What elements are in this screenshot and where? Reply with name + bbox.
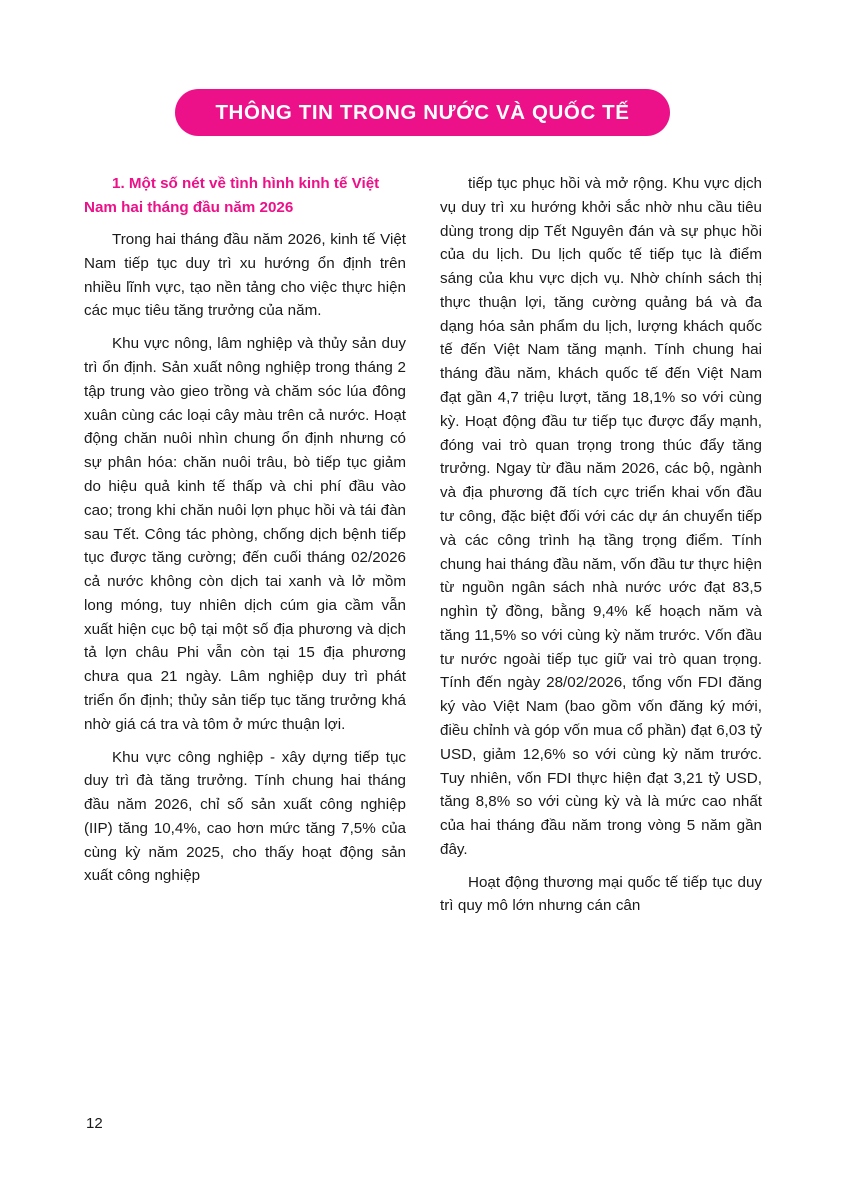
paragraph: Khu vực nông, lâm nghiệp và thủy sản duy trì ổn định. Sản xuất nông nghiệp trong tháng 2 tập trung vào gieo trồng và chăm sóc lúa đông xuân cùng các loại cây màu trên cả nước. Hoạt động chăn nuôi nhìn chung ổn định nhưng có sự phân hóa: chăn nuôi trâu, bò tiếp tục giảm do hiệu quả kinh tế thấp và chi phí đầu vào cao; trong khi chăn nuôi lợn phục hồi và tái đàn sau Tết. Công tác phòng, chống dịch bệnh tiếp tục được tăng cường; đến cuối tháng 02/2026 cả nước không còn dịch tai xanh và lở mồm long móng, tuy nhiên dịch cúm gia cầm vẫn xuất hiện cục bộ tại một số địa phương và dịch tả lợn châu Phi vẫn còn tại 15 địa phương chưa qua 21 ngày. Lâm nghiệp duy trì phát triển ổn định; thủy sản tiếp tục tăng trưởng khá nhờ giá cá tra và tôm ở mức thuận lợi. [84, 335, 406, 733]
article-columns [84, 172, 762, 918]
paragraph: Hoạt động thương mại quốc tế tiếp tục duy trì quy mô lớn nhưng cán cân [440, 873, 762, 915]
paragraph: tiếp tục phục hồi và mở rộng. Khu vực dịch vụ duy trì xu hướng khởi sắc nhờ nhu cầu tiêu dùng trong dịp Tết Nguyên đán và sự phục hồi của du lịch. Du lịch quốc tế tiếp tục là điểm sáng của khu vực dịch vụ. Nhờ chính sách thị thực thuận lợi, tăng cường quảng bá và đa dạng hóa sản phẩm du lịch, lượng khách quốc tế đến Việt Nam tăng mạnh. Tính chung hai tháng đầu năm, khách quốc tế đến Việt Nam đạt gần 4,7 triệu lượt, tăng 18,1% so với cùng kỳ. Hoạt động đầu tư tiếp tục được đẩy mạnh, đóng vai trò quan trọng trong thúc đẩy tăng trưởng. Ngay từ đầu năm 2026, các bộ, ngành và địa phương đã tích cực triển khai vốn đầu tư công, đặc biệt đối với các dự án chuyển tiếp và các công trình hạ tầng trọng điểm. Tính chung hai tháng đầu năm, vốn đầu tư thực hiện từ nguồn ngân sách nhà nước ước đạt 83,5 nghìn tỷ đồng, bằng 9,4% kế hoạch năm và tăng 11,5% so với cùng kỳ năm trước. Vốn đầu tư nước ngoài tiếp tục giữ vai trò quan trọng. Tính đến ngày 28/02/2026, tổng vốn FDI đăng ký vào Việt Nam (bao gồm vốn đăng ký mới, điều chỉnh và góp vốn mua cổ phần) đạt 6,03 tỷ USD, giảm 12,6% so với cùng kỳ năm trước. Tuy nhiên, vốn FDI thực hiện đạt 3,21 tỷ USD, tăng 8,8% so với cùng kỳ và là mức cao nhất của hai tháng đầu năm trong vòng 5 năm gần đây. [440, 175, 762, 858]
left-column [84, 172, 406, 918]
page-number: 12 [86, 1115, 103, 1132]
section-banner-container [0, 89, 845, 136]
right-column [440, 172, 762, 918]
article-title: 1. Một số nét về tình hình kinh tế Việt Nam hai tháng đầu năm 2026 [84, 175, 380, 216]
section-banner-title: THÔNG TIN TRONG NƯỚC VÀ QUỐC TẾ [175, 89, 669, 136]
paragraph: Trong hai tháng đầu năm 2026, kinh tế Việt Nam tiếp tục duy trì xu hướng ổn định trên nhiều lĩnh vực, tạo nền tảng cho việc thực hiện các mục tiêu tăng trưởng của năm. [84, 231, 406, 320]
paragraph: Khu vực công nghiệp - xây dựng tiếp tục duy trì đà tăng trưởng. Tính chung hai tháng đầu năm 2026, chỉ số sản xuất công nghiệp (IIP) tăng 10,4%, cao hơn mức tăng 7,5% của cùng kỳ năm 2025, cho thấy hoạt động sản xuất công nghiệp [84, 748, 406, 885]
